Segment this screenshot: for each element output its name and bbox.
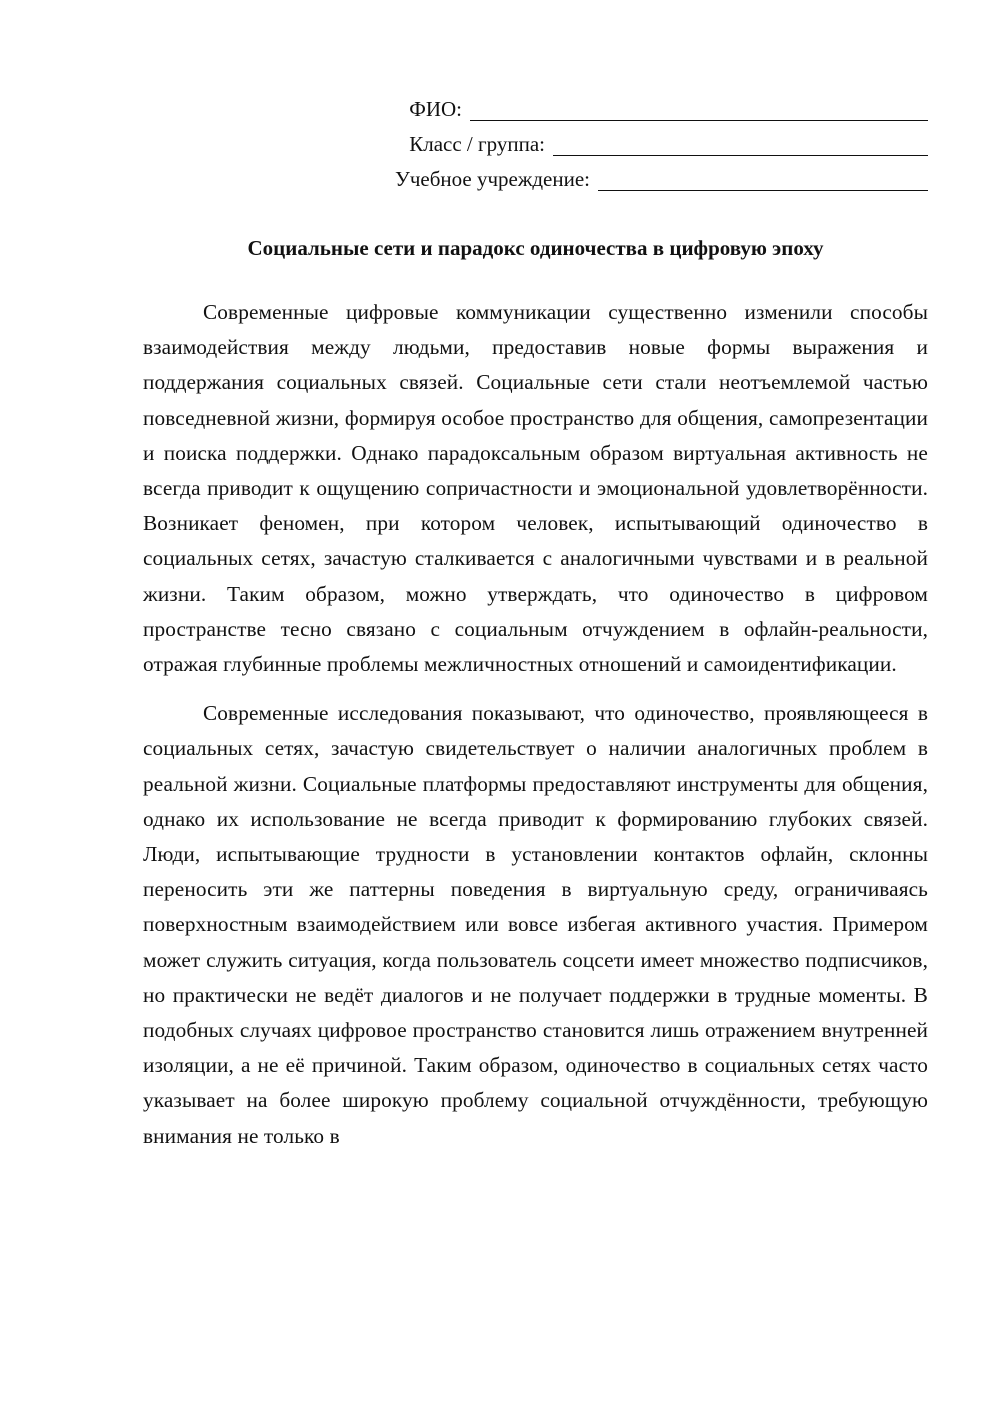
document-body bbox=[143, 295, 928, 1154]
school-label: Учебное учреждение: bbox=[394, 167, 590, 191]
paragraph-1: Современные цифровые коммуникации существенно изменили способы взаимодействия между людьми, предоставив новые формы выражения и поддержания социальных связей. Социальные сети стали неотъемлемой частью повседневной жизни, формируя особое пространство для общения, самопрезентации и поиска поддержки. Однако парадоксальным образом виртуальная активность не всегда приводит к ощущению сопричастности и эмоциональной удовлетворённости. Возникает феномен, при котором человек, испытывающий одиночество в социальных сетях, зачастую сталкивается с аналогичными чувствами и в реальной жизни. Таким образом, можно утверждать, что одиночество в цифровом пространстве тесно связано с социальным отчуждением в офлайн-реальности, отражая глубинные проблемы межличностных отношений и самоидентификации. bbox=[143, 300, 928, 677]
document-title: Социальные сети и парадокс одиночества в цифровую эпоху bbox=[247, 236, 824, 260]
fio-label: ФИО: bbox=[409, 97, 462, 121]
class-label: Класс / группа: bbox=[409, 132, 545, 156]
fio-blank-line bbox=[470, 96, 928, 121]
class-blank-line bbox=[553, 131, 928, 156]
student-info-block bbox=[328, 92, 928, 197]
school-row bbox=[328, 162, 928, 197]
paragraph-2: Современные исследования показывают, что одиночество, проявляющееся в социальных сетях, зачастую свидетельствует о наличии аналогичных проблем в реальной жизни. Социальные платформы предоставляют инструменты для общения, однако их использование не всегда приводит к формированию глубоких связей. Люди, испытывающие трудности в установлении контактов офлайн, склонны переносить эти же паттерны поведения в виртуальную среду, ограничиваясь поверхностным взаимодействием или вовсе избегая активного участия. Примером может служить ситуация, когда пользователь соцсети имеет множество подписчиков, но практически не ведёт диалогов и не получает поддержки в трудные моменты. В подобных случаях цифровое пространство становится лишь отражением внутренней изоляции, а не её причиной. Таким образом, одиночество в социальных сетях часто указывает на более широкую проблему социальной отчуждённости, требующую внимания не только в bbox=[143, 701, 928, 1148]
school-blank-line bbox=[598, 166, 928, 191]
fio-row bbox=[328, 92, 928, 127]
class-row bbox=[328, 127, 928, 162]
